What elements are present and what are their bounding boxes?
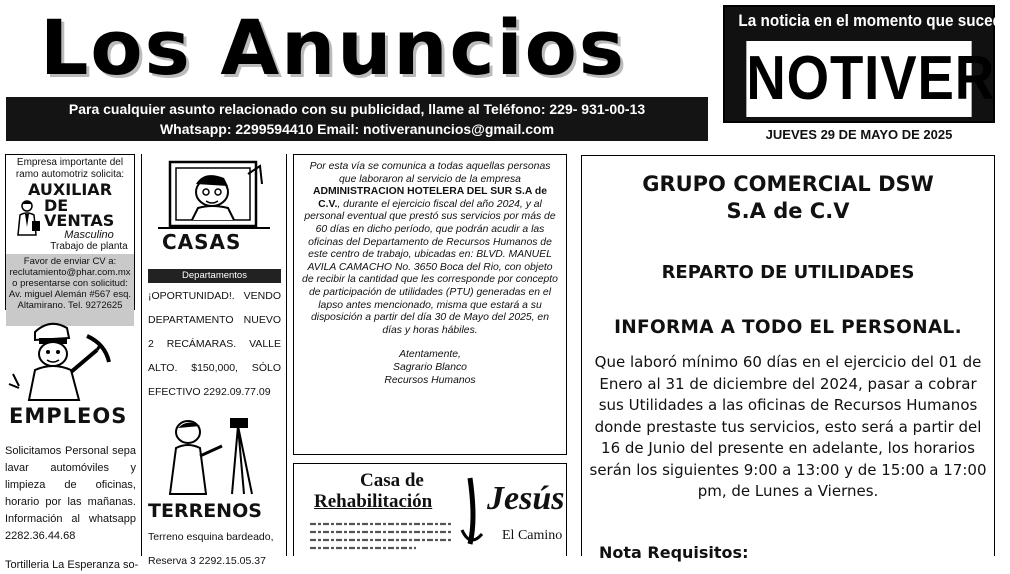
notice-department: Recursos Humanos xyxy=(384,374,476,386)
job-ad-contact: Favor de enviar CV a: reclutamiento@phar.com.mx o presentarse con solicitud: Av. miguel Alemán #567 esq. Altamirano. Tel. 9272625 xyxy=(6,254,134,326)
terrenos-ad-line2: Reserva 3 2292.15.05.37 xyxy=(148,555,266,567)
empleos-section xyxy=(5,314,145,574)
surveyor-icon xyxy=(148,416,280,494)
salesman-icon xyxy=(12,199,42,237)
notice-signer: Sagrario Blanco xyxy=(393,361,467,373)
rehab-fine-print xyxy=(306,520,456,550)
job-ad-intro: Empresa importante del ramo automotriz solicita: xyxy=(15,157,125,180)
casas-ad: ¡OPORTUNIDAD!. VENDO DEPARTAMENTO NUEVO 2 RECÁMARAS. VALLE ALTO. $150,000, SÓLO EFECTIVO 2292.09.77.09 xyxy=(148,290,281,398)
column-divider xyxy=(141,154,142,556)
casas-heading: CASAS xyxy=(162,230,242,254)
newspaper-logo xyxy=(723,5,1010,123)
dsw-profit-sharing-ad xyxy=(581,155,995,562)
dsw-announcement: INFORMA A TODO EL PERSONAL. xyxy=(614,317,962,338)
rehab-title-line2: Rehabilitación xyxy=(314,491,433,512)
rehab-center-ad xyxy=(293,463,567,556)
notice-intro: Por esta vía se comunica a todas aquellas personas que laboraron al servicio de la empresa xyxy=(309,161,551,185)
job-ad-position-line1: AUXILIAR xyxy=(27,180,113,199)
column-1 xyxy=(5,154,139,571)
notice-closing: Atentamente, xyxy=(399,349,461,361)
edition-date: JUEVES 29 DE MAYO DE 2025 xyxy=(765,127,953,142)
notice-details: , durante el ejercicio fiscal del año 2024, y al personal eventual que prestó sus servicios por más de 60 días en dicho período, que podrán acudir a las oficinas del Departamento de Recursos Humanos de este centro de trabajo, ubicadas en: BLVD. MANUEL AVILA CAMACHO No. 3650 Boca del Rio, con objeto de recibir la cantidad que les corresponde por concepto de participación de utilidades (PTU) generadas en el lapso antes mencionado, misma que estará a su disposición a partir del día 30 de Mayo del 2025, en días y horas hábiles. xyxy=(302,198,558,336)
column-divider xyxy=(286,154,287,556)
job-ad-auxiliar-ventas xyxy=(5,154,135,310)
miner-worker-icon xyxy=(5,314,137,400)
job-ad-schedule: Trabajo de planta xyxy=(50,241,128,252)
ptu-notice-hotelera xyxy=(293,154,567,455)
empleos-ad-2: Tortilleria La Esperanza so- xyxy=(5,559,139,571)
section-title: Los Anuncios xyxy=(40,3,627,92)
rehab-logo-word: Jesús xyxy=(487,480,565,517)
dsw-requirements-note: Nota Requisitos: xyxy=(599,543,749,562)
job-ad-position-line2: DE VENTAS xyxy=(44,196,115,230)
contact-phone-line: Para cualquier asunto relacionado con su publicidad, llame al Teléfono: 229- 931-00-13 xyxy=(68,101,646,117)
tagline: La noticia en el momento que sucede xyxy=(738,11,1010,30)
rehab-title-line1: Casa de xyxy=(360,470,424,491)
dsw-subject: REPARTO DE UTILIDADES xyxy=(661,262,915,283)
contact-email-line: Whatsapp: 2299594410 Email: notiveranuncios@gmail.com xyxy=(159,121,555,137)
newspaper-name: NOTIVER xyxy=(746,41,971,117)
notice-body xyxy=(302,161,558,337)
notice-company: ADMINISTRACION HOTELERA DEL SUR S.A de C.V. xyxy=(313,186,547,210)
rehab-logo-subtitle: El Camino xyxy=(502,528,563,543)
dsw-body: Que laboró mínimo 60 días en el ejercicio del 01 de Enero al 31 de diciembre del 2024, pasar a cobrar sus Utilidades a las oficinas de Recursos Humanos donde prestaste tus servicios, esto será a partir del 16 de Junio del presente en adelante, los horarios serán los siguientes 9:00 a 13:00 y de 15:00 a 17:00 pm, de Lunes a Viernes. xyxy=(589,353,987,500)
departamentos-bar: Departamentos xyxy=(148,269,281,283)
job-ad-gender: Masculino xyxy=(64,229,114,241)
empleos-heading: EMPLEOS xyxy=(9,404,128,428)
notice-signature xyxy=(302,349,558,387)
contact-bar xyxy=(6,97,708,141)
terrenos-heading: TERRENOS xyxy=(148,500,262,522)
dsw-company-line2: S.A de C.V xyxy=(726,199,850,223)
empleos-ad-1: Solicitamos Personal sepa lavar automóviles y limpieza de oficinas, horario por las mañanas. Información al whatsapp 2282.36.44.68 xyxy=(5,445,136,542)
terrenos-ad-line1: Terreno esquina bardeado, xyxy=(148,531,274,543)
column-2 xyxy=(148,154,281,567)
dsw-company-line1: GRUPO COMERCIAL DSW xyxy=(642,172,934,196)
